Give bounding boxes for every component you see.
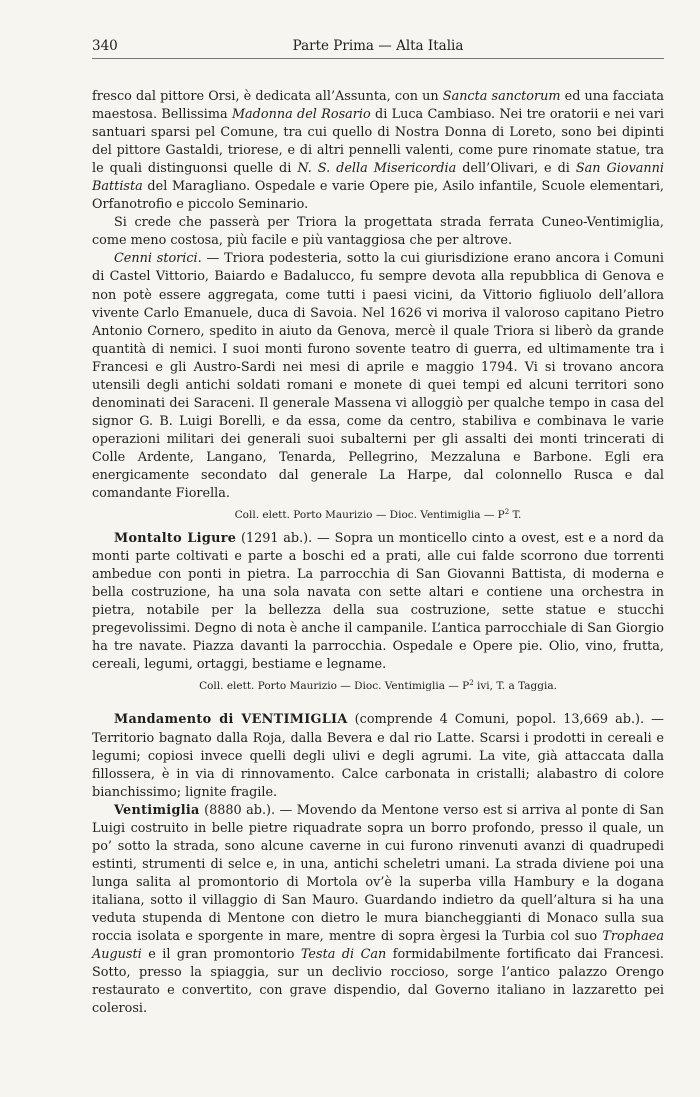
text-run: ed una facciata maestosa. Bellissima (92, 89, 664, 123)
text-run: Coll. elett. Porto Maurizio — Dioc. Ventimiglia — P (234, 509, 505, 522)
paragraph-ventimiglia (92, 802, 664, 1019)
entry-heading: Ventimiglia (114, 802, 200, 818)
paragraph-mandamento (92, 711, 664, 801)
page-number: 340 (92, 38, 118, 54)
text-run: di Luca Cambiaso. Nei tre oratorii e nei vari santuari sparsi pel Comune, tra cui quello di Nostra Donna di Loreto, sono bei dipinti del pittore Gastaldi, triorese, e di altri pennelli valenti, come pure rinomate statue, tra le quali distinguonsi quelle di (92, 107, 664, 177)
italic-run: Cenni storici. (114, 251, 202, 267)
text-run: (comprende 4 Comuni, popol. 13,669 ab.). — Territorio bagnato dalla Roja, dalla Bevera e dal rio Latte. Scarsi i prodotti in cereali e legumi; copiosi invece quelli degli ulivi e degli agrumi. La vite, già attaccata dalla fillossera, è in via di rinnovamento. Calce carbonata in cristalli; alabastro di colore bianchissimo; lignite fragile. (92, 712, 664, 800)
entry-heading: Montalto Ligure (114, 531, 237, 547)
superscript: 2 (504, 508, 510, 517)
running-header (92, 36, 664, 59)
text-run: del Maragliano. Ospedale e varie Opere pie, Asilo infantile, Scuole elementari, Orfanotrofio e piccolo Seminario. (92, 179, 664, 213)
text-run: — Triora podesteria, sotto la cui giurisdizione erano ancora i Comuni di Castel Vittorio, Baiardo e Badalucco, fu sempre devota alla repubblica di Genova e non potè essere aggregata, come tutti i paesi vicini, da Vittorio figliuolo dell’allora vivente Carlo Emanuele, duca di Savoia. Nel 1626 vi moriva il valoroso capitano Pietro Antonio Cornero, spedito in aiuto da Genova, mercè il quale Triora si liberò da grande quantità di nemici. I suoi monti furono sovente teatro di guerra, ed ultimamente tra i Francesi e gli Austro-Sardi nei mesi di aprile e maggio 1794. Vi si trovano ancora utensili degli antichi soldati romani e monete di quei tempi ed alcuni territori sono denominati dei Saraceni. Il generale Massena vi alloggiò per qualche tempo in casa del signor G. B. Luigi Borelli, e da essa, come da centro, stabiliva e combinava le varie operazioni militari dei generali suoi subalterni per gli assalti dei monti trincerati di Colle Ardente, Langano, Tenarda, Pellegrino, Mezzaluna e Barbone. Egli era energicamente secondato dal generale La Harpe, dal colonnello Rusca e dal comandante Fiorella. (92, 251, 664, 502)
section-gap (92, 701, 664, 711)
paragraph-cenni-storici (92, 250, 664, 503)
section-heading: Mandamento di VENTIMIGLIA (114, 712, 348, 728)
text-run: Coll. elett. Porto Maurizio — Dioc. Ventimiglia — P (199, 680, 470, 693)
paragraph-railway: Si crede che passerà per Triora la progettata strada ferrata Cuneo-Ventimiglia, come meno costosa, più facile e più vantaggiosa che per altrove. (92, 215, 664, 249)
text-run: T. (509, 509, 522, 522)
italic-run: Sancta sanctorum (442, 89, 561, 104)
paragraph-montalto (92, 530, 664, 674)
text-run: (1291 ab.). — Sopra un monticello cinto a ovest, est e a nord da monti parte coltivati e parte a boschi ed a prati, alle cui falde scorrono due torrenti ambedue con ponti in pietra. La parrocchia di San Giovanni Battista, di moderna e bella costruzione, ha una sola navata con sette altari e contiene una orchestra in pietra, notabile per la bellezza della sua costruzione, sette statue e stucchi pregevolissimi. Degno di nota è anche il campanile. L’antica parrocchiale di San Giorgio ha tre navate. Piazza davanti la parrocchia. Ospedale e Opere pie. Olio, vino, frutta, cereali, legumi, ortaggi, bestiame e legname. (92, 531, 665, 673)
text-run: e il gran promontorio (141, 947, 301, 963)
italic-run: Madonna del Rosario (231, 107, 371, 123)
text-run: fresco dal pittore Orsi, è dedicata all’Assunta, con un (92, 89, 443, 104)
text-run: dell’Olivari, e di (456, 161, 576, 177)
running-title: Parte Prima — Alta Italia (292, 38, 464, 54)
paragraph-triora-churches (92, 88, 664, 214)
text-run: formidabilmente fortificato dai Francesi. Sotto, presso la spiaggia, sur un declivio roccioso, sorge l’antico palazzo Orengo restaurato e convertito, con grave dispendio, dal Governo italiano in lazzaretto pei colerosi. (92, 947, 664, 1017)
body-text (92, 88, 664, 1018)
text-run: ivi, T. a Taggia. (473, 680, 557, 693)
italic-run: San Giovanni Battista (92, 161, 664, 195)
italic-run: Trophaea Augusti (92, 929, 664, 963)
collegio-note-triora (92, 503, 664, 524)
italic-run: N. S. della Misericordia (297, 161, 457, 177)
superscript: 2 (469, 679, 474, 688)
collegio-note-montalto (92, 674, 664, 695)
text-run: (8880 ab.). — Movendo da Mentone verso est si arriva al ponte di San Luigi costruito in belle pietre riquadrate sopra un borro profondo, presso il quale, un po’ sotto la strada, sono alcune caverne in cui furono rinvenuti avanzi di quadrupedi estinti, strumenti di selce e, in una, antichi scheletri umani. La strada diviene poi una lunga salita al promontorio di Mortola ov’è la superba villa Hambury e la dogana italiana, sotto il villaggio di San Mauro. Guardando indietro da quell’altura si ha una veduta stupenda di Mentone con dietro le mura biancheggianti di Monaco sulla sua roccia isolata e sporgente in mare, mentre di sopra èrgesi la Turbia col suo (92, 802, 664, 945)
italic-run: Testa di Can (300, 947, 387, 963)
